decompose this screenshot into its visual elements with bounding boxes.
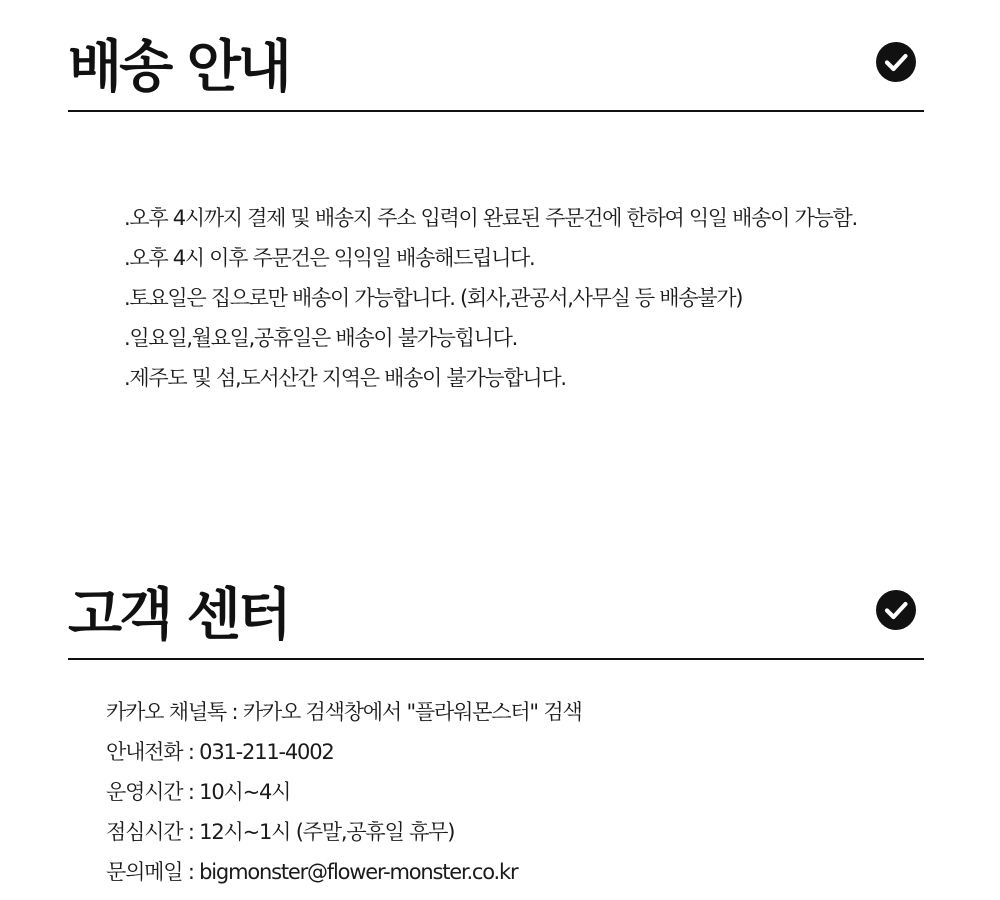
check-circle-icon[interactable] [876, 590, 916, 630]
list-item: .일요일,월요일,공휴일은 배송이 불가능힙니다. [124, 326, 517, 350]
kakao-channel-info: 카카오 채널톡 : 카카오 검색창에서 "플라워몬스터" 검색 [106, 700, 582, 724]
list-item: .제주도 및 섬,도서산간 지역은 배송이 불가능합니다. [124, 366, 566, 390]
delivery-info-list [124, 198, 857, 398]
list-item: .오후 4시 이후 주문건은 익익일 배송해드립니다. [124, 246, 535, 270]
customer-center-section [68, 570, 924, 884]
check-circle-icon[interactable] [876, 42, 916, 82]
list-item: .토요일은 집으로만 배송이 가능합니다. (회사,관공서,사무실 등 배송불가) [124, 286, 743, 310]
customer-center-info-list [106, 692, 582, 892]
delivery-section [68, 22, 924, 390]
customer-center-title: 고객 센터 [68, 583, 289, 648]
email-info: 문의메일 : bigmonster@flower-monster.co.kr [106, 860, 518, 884]
customer-center-header [68, 570, 924, 660]
list-item: .오후 4시까지 결제 및 배송지 주소 입력이 완료된 주문건에 한하여 익일 배송이 가능함. [124, 206, 857, 230]
delivery-header [68, 22, 924, 112]
hours-info: 운영시간 : 10시~4시 [106, 780, 291, 804]
lunch-hours-info: 점심시간 : 12시~1시 (주말,공휴일 휴무) [106, 820, 455, 844]
phone-info: 안내전화 : 031-211-4002 [106, 740, 334, 764]
delivery-title: 배송 안내 [68, 35, 289, 100]
